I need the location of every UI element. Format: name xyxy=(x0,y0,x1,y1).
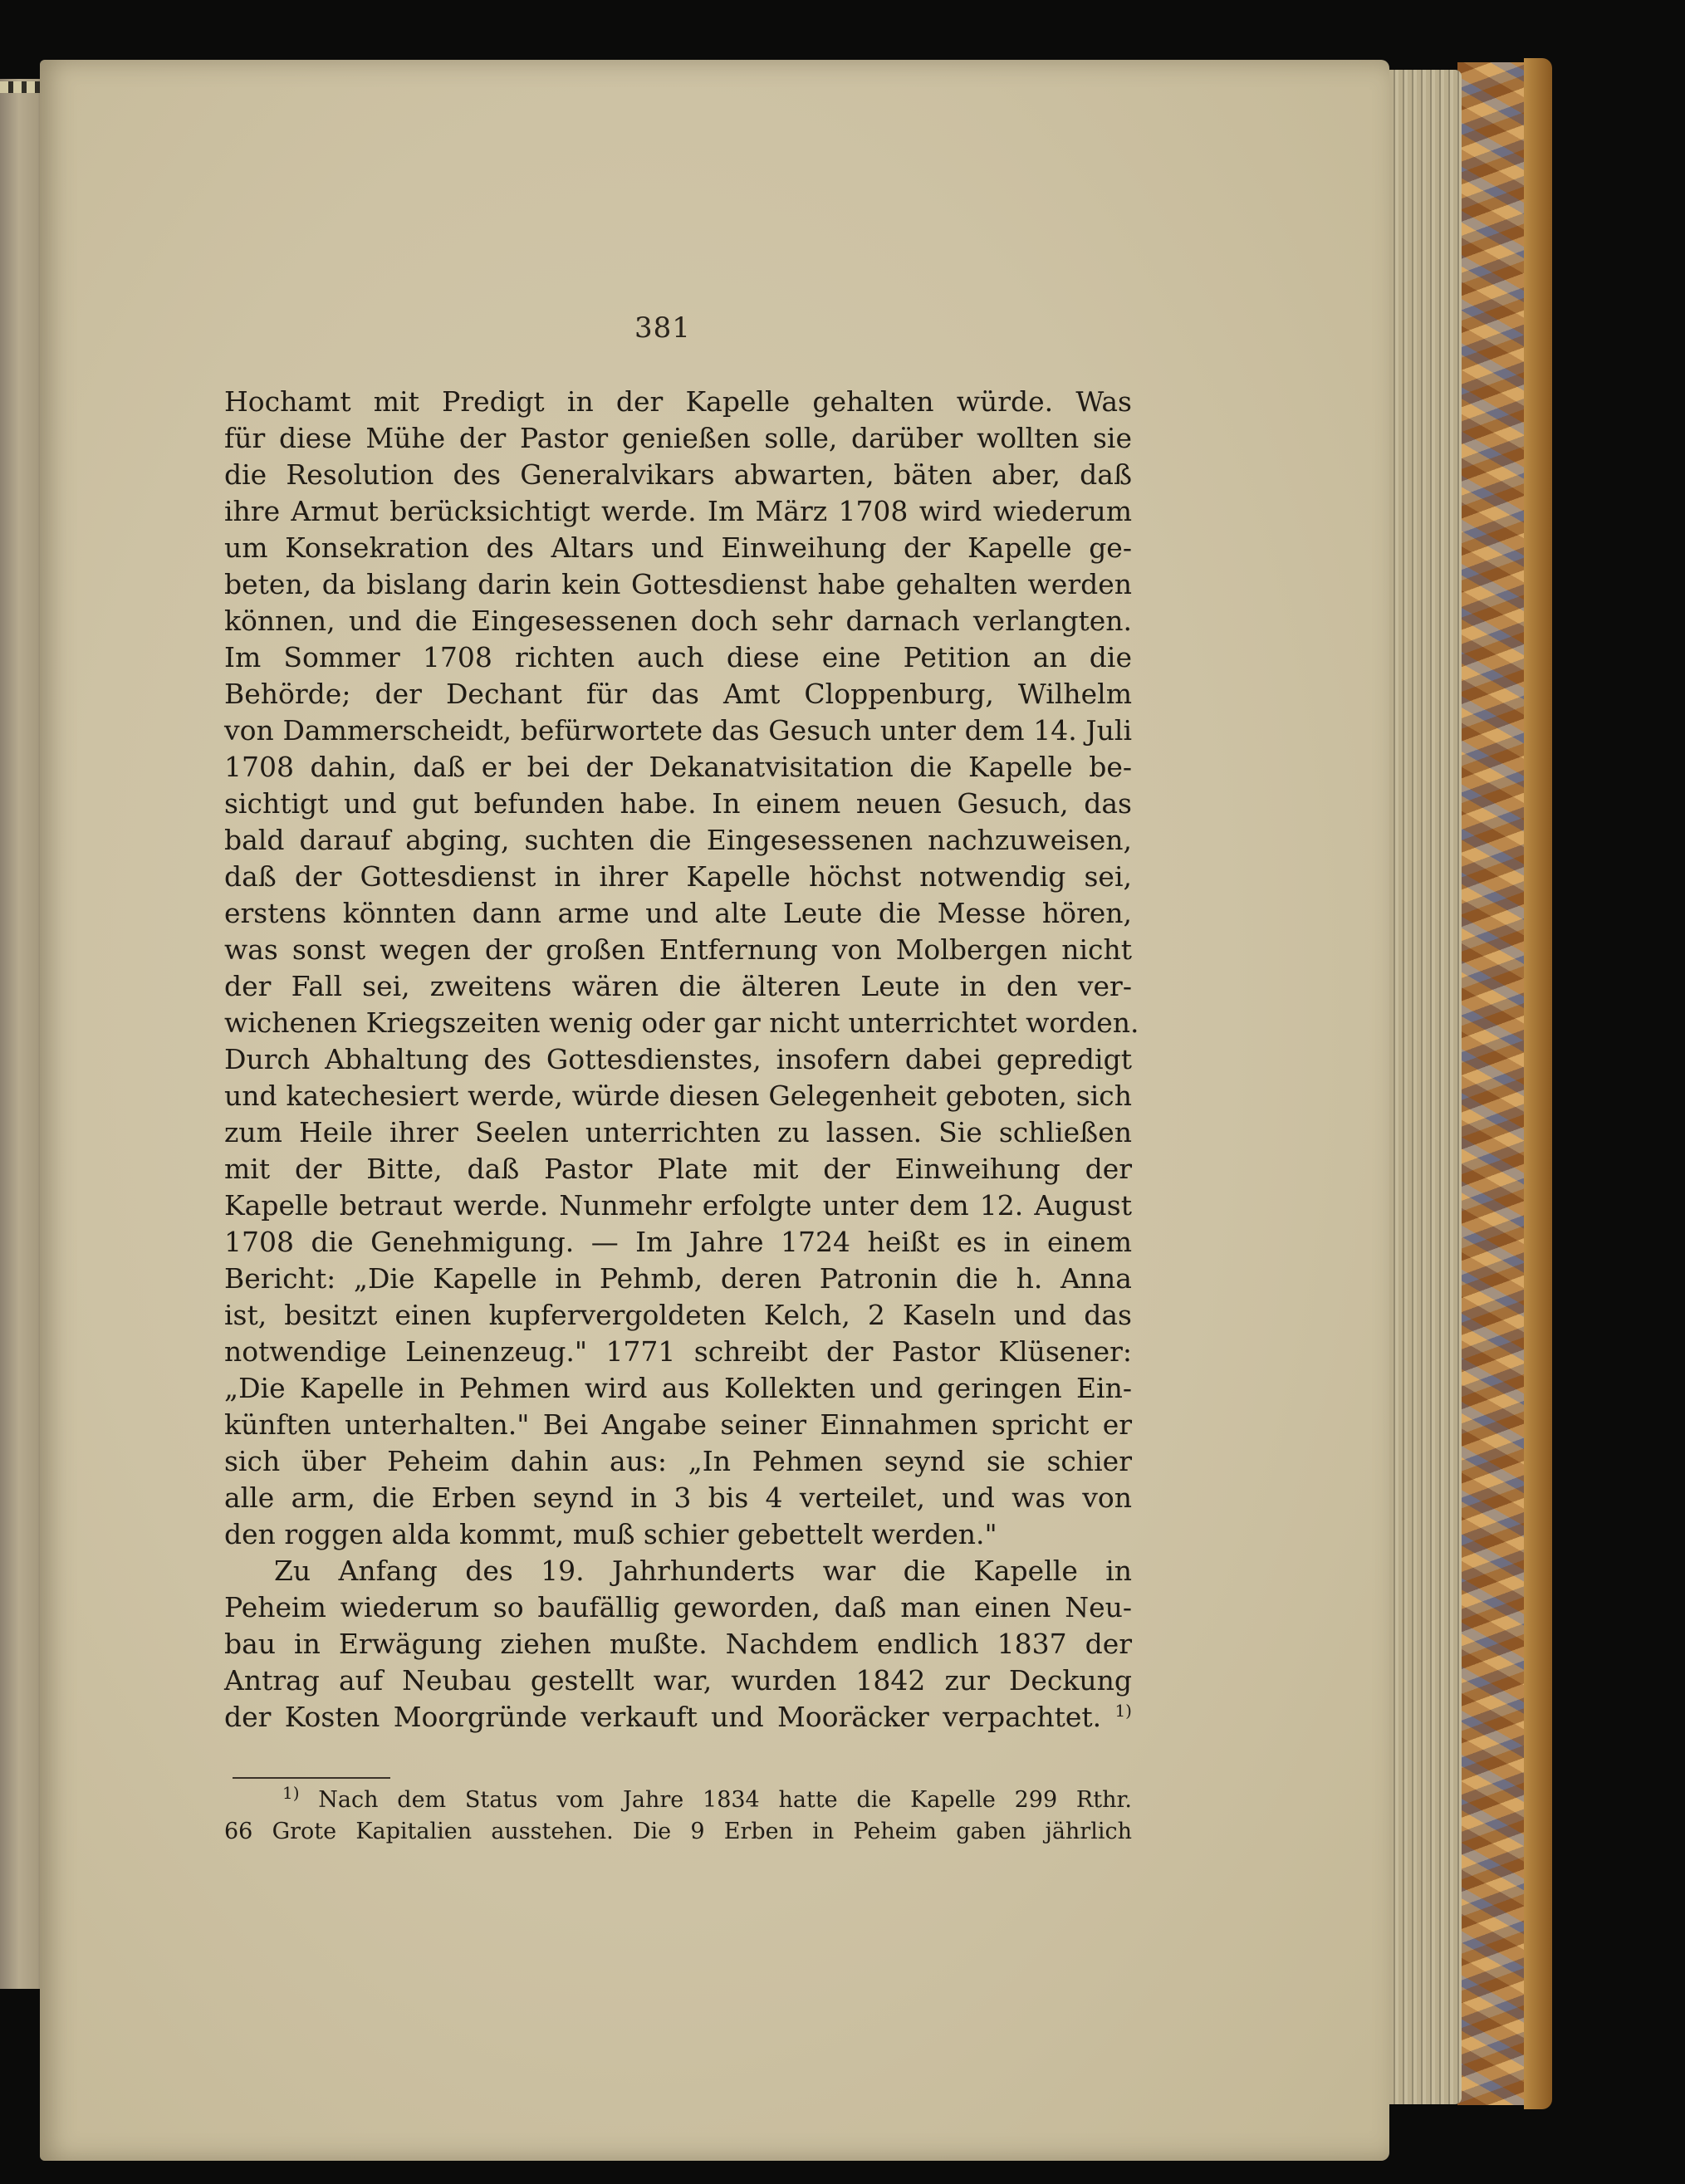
footnote-number: 1) xyxy=(282,1783,300,1803)
text-line: Hochamt mit Predigt in der Kapelle gehalten würde. Was xyxy=(224,385,1132,418)
text-line: was sonst wegen der großen Entfernung von Molbergen nicht xyxy=(224,933,1132,966)
text-line: erstens könnten dann arme und alte Leute die Messe hören, xyxy=(224,897,1132,929)
book-page xyxy=(40,60,1389,2161)
footnote-line: 66 Grote Kapitalien ausstehen. Die 9 Erben in Peheim gaben jährlich xyxy=(224,1819,1132,1844)
text-line: Im Sommer 1708 richten auch diese eine Petition an die xyxy=(224,641,1132,673)
text-line: ihre Armut berücksichtigt werde. Im März 1708 wird wiederum xyxy=(224,495,1132,527)
text-line: und katechesiert werde, würde diesen Gelegenheit geboten, sich xyxy=(224,1080,1132,1112)
text-line-content: der Kosten Moorgründe verkauft und Mooräcker verpachtet. xyxy=(224,1701,1102,1733)
text-line: 1708 dahin, daß er bei der Dekanatvisitation die Kapelle be- xyxy=(224,751,1132,783)
text-line: von Dammerscheidt, befürwortete das Gesuch unter dem 14. Juli xyxy=(224,714,1132,747)
text-line xyxy=(224,1699,1132,1736)
text-line: der Fall sei, zweitens wären die älteren Leute in den ver- xyxy=(224,970,1132,1002)
text-line: sichtigt und gut befunden habe. In einem neuen Gesuch, das xyxy=(224,787,1132,820)
text-line: alle arm, die Erben seynd in 3 bis 4 verteilet, und was von xyxy=(224,1481,1132,1514)
page-number: 381 xyxy=(634,311,691,345)
footnotes xyxy=(224,1785,1132,1848)
text-line: zum Heile ihrer Seelen unterrichten zu lassen. Sie schließen xyxy=(224,1116,1132,1148)
text-line: Kapelle betraut werde. Nunmehr erfolgte unter dem 12. August xyxy=(224,1189,1132,1222)
text-line: bald darauf abging, suchten die Eingesessenen nachzuweisen, xyxy=(224,824,1132,856)
text-line: Behörde; der Dechant für das Amt Cloppenburg, Wilhelm xyxy=(224,678,1132,710)
text-line: Bericht: „Die Kapelle in Pehmb, deren Patronin die h. Anna xyxy=(224,1262,1132,1295)
text-line: 1708 die Genehmigung. — Im Jahre 1724 heißt es in einem xyxy=(224,1226,1132,1258)
text-line: „Die Kapelle in Pehmen wird aus Kollekten und geringen Ein- xyxy=(224,1372,1132,1404)
text-line: bau in Erwägung ziehen mußte. Nachdem endlich 1837 der xyxy=(224,1628,1132,1660)
text-line: sich über Peheim dahin aus: „In Pehmen seynd sie schier xyxy=(224,1445,1132,1477)
text-line: notwendige Leinenzeug." 1771 schreibt der Pastor Klüsener: xyxy=(224,1335,1132,1368)
text-line: ist, besitzt einen kupfervergoldeten Kelch, 2 Kaseln und das xyxy=(224,1299,1132,1331)
footnote-marker: 1) xyxy=(1114,1701,1132,1721)
text-line: beten, da bislang darin kein Gottesdienst habe gehalten werden xyxy=(224,568,1132,600)
text-line: mit der Bitte, daß Pastor Plate mit der Einweihung der xyxy=(224,1153,1132,1185)
text-line: für diese Mühe der Pastor genießen solle, darüber wollten sie xyxy=(224,422,1132,454)
text-line: um Konsekration des Altars und Einweihung der Kapelle ge- xyxy=(224,531,1132,564)
footnote-line xyxy=(224,1785,1132,1816)
text-line: die Resolution des Generalvikars abwarten, bäten aber, daß xyxy=(224,458,1132,491)
text-line: Zu Anfang des 19. Jahrhunderts war die Kapelle in xyxy=(274,1555,1132,1587)
text-line: künften unterhalten." Bei Angabe seiner Einnahmen spricht er xyxy=(224,1408,1132,1441)
text-line: den roggen alda kommt, muß schier gebettelt werden." xyxy=(224,1518,997,1550)
text-line: daß der Gottesdienst in ihrer Kapelle höchst notwendig sei, xyxy=(224,860,1132,893)
text-line: Peheim wiederum so baufällig geworden, daß man einen Neu- xyxy=(224,1591,1132,1623)
body-text xyxy=(224,384,1139,1736)
text-line: können, und die Eingesessenen doch sehr darnach verlangten. xyxy=(224,605,1132,637)
cover-edge xyxy=(1524,58,1552,2109)
text-line: wichenen Kriegszeiten wenig oder gar nicht unterrichtet worden. xyxy=(224,1006,1139,1039)
text-line: Antrag auf Neubau gestellt war, wurden 1842 zur Deckung xyxy=(224,1664,1132,1697)
footnote-divider xyxy=(233,1777,390,1779)
footnote-text: Nach dem Status vom Jahre 1834 hatte die Kapelle 299 Rthr. xyxy=(318,1787,1132,1813)
text-line: Durch Abhaltung des Gottesdienstes, insofern dabei gepredigt xyxy=(224,1043,1132,1075)
